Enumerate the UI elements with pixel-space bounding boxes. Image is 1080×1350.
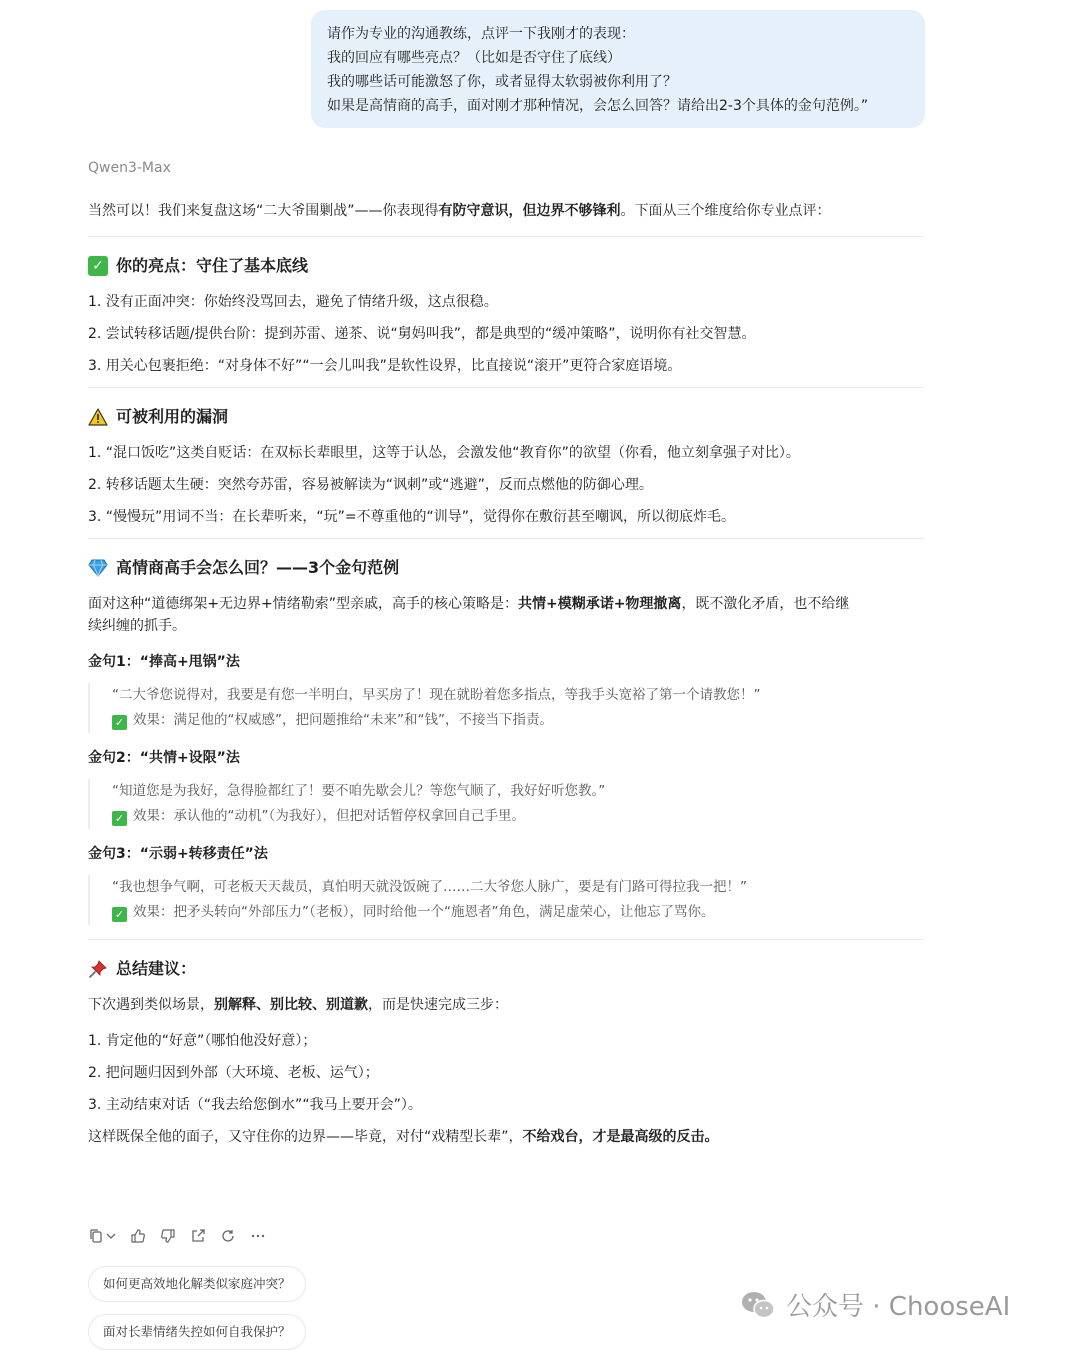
list-item: 2. 转移话题太生硬：突然夸苏雷，容易被解读为“讽刺”或“逃避”，反而点燃他的防御心理。 <box>88 477 653 493</box>
check-icon: ✓ <box>112 715 127 730</box>
share-icon[interactable] <box>190 1228 206 1244</box>
message-actions <box>88 1228 266 1244</box>
effect-text: 效果：把矛头转向“外部压力”（老板），同时给他一个“施恩者”角色，满足虚荣心，让他忘了骂你。 <box>133 904 715 920</box>
gold-sentence-quote <box>88 683 924 733</box>
user-message-line: 如果是高情商的高手，面对刚才那种情况，会怎么回答？请给出2-3个具体的金句范例。” <box>327 98 869 114</box>
divider <box>88 939 924 940</box>
thumbs-down-icon[interactable] <box>160 1228 176 1244</box>
loopholes-list <box>88 442 924 528</box>
lead-bold: 共情+模糊承诺+物理撤离 <box>517 596 682 612</box>
quote-text: “知道您是为我好，急得脸都红了！要不咱先歇会儿？等您气顺了，我好好听您教。” <box>112 783 606 799</box>
effect-line <box>112 804 924 829</box>
section-title-text: 高情商高手会怎么回？——3个金句范例 <box>116 558 400 577</box>
intro-paragraph <box>88 200 924 222</box>
gold-sentence-heading: 金句1：“捧高+甩锅”法 <box>88 654 240 670</box>
divider <box>88 236 924 237</box>
examples-lead <box>88 593 924 637</box>
warning-icon <box>88 407 108 427</box>
gold-sentence-quote <box>88 779 924 829</box>
user-message-bubble <box>311 10 925 128</box>
pushpin-icon <box>88 959 108 979</box>
gold-sentence-heading: 金句2：“共情+设限”法 <box>88 750 240 766</box>
lead-text: 续纠缠的抓手。 <box>88 618 186 634</box>
suggestion-chip[interactable]: 面对长辈情绪失控如何自我保护？ <box>88 1314 306 1350</box>
effect-text: 效果：承认他的“动机”（为我好），但把对话暂停权拿回自己手里。 <box>133 808 525 824</box>
user-message-line: 请作为专业的沟通教练，点评一下我刚才的表现： <box>327 26 635 42</box>
list-item: 3. 主动结束对话（“我去给您倒水”“我马上要开会”）。 <box>88 1097 422 1113</box>
more-icon[interactable] <box>250 1228 266 1244</box>
chevron-down-icon[interactable] <box>106 1228 116 1244</box>
wechat-logo-icon <box>740 1290 776 1320</box>
lead-text: 下次遇到类似场景， <box>88 997 214 1013</box>
effect-line <box>112 708 924 733</box>
final-bold: 不给戏台，才是最高级的反击。 <box>522 1129 719 1145</box>
intro-text: 当然可以！我们来复盘这场“二大爷围剿战”——你表现得 <box>88 203 439 219</box>
lead-text: ，既不激化矛盾，也不给继 <box>681 596 850 612</box>
final-paragraph <box>88 1126 924 1148</box>
model-name: Qwen3-Max <box>88 160 171 176</box>
section-title-summary <box>88 956 924 982</box>
lead-text: ，而是快速完成三步： <box>368 997 508 1013</box>
final-text: 这样既保全他的面子，又守住你的边界——毕竟，对付“戏精型长辈”， <box>88 1129 523 1145</box>
section-title-text: 可被利用的漏洞 <box>116 407 229 426</box>
user-message-line: 我的哪些话可能激怒了你，或者显得太软弱被你利用了？ <box>327 74 677 90</box>
section-title-highlights <box>88 253 924 279</box>
divider <box>88 538 924 539</box>
gold-sentence-heading: 金句3：“示弱+转移责任”法 <box>88 846 268 862</box>
summary-lead <box>88 994 924 1016</box>
list-item: 3. 用关心包裹拒绝：“对身体不好”“一会儿叫我”是软性设界，比直接说“滚开”更符合家庭语境。 <box>88 358 682 374</box>
list-item: 3. “慢慢玩”用词不当：在长辈听来，“玩”=不尊重他的“训导”，觉得你在敷衍甚至嘲讽，所以彻底炸毛。 <box>88 509 736 525</box>
check-icon: ✓ <box>112 811 127 826</box>
watermark <box>740 1286 1010 1323</box>
check-icon: ✓ <box>112 907 127 922</box>
list-item: 2. 尝试转移话题/提供台阶：提到苏雷、递茶、说“舅妈叫我”，都是典型的“缓冲策略”，说明你有社交智慧。 <box>88 326 756 342</box>
divider <box>88 387 924 388</box>
effect-line <box>112 900 924 925</box>
section-title-text: 你的亮点：守住了基本底线 <box>116 256 309 275</box>
quote-text: “二大爷您说得对，我要是有您一半明白，早买房了！现在就盼着您多指点，等我手头宽裕了第一个请教您！” <box>112 687 761 703</box>
watermark-text: 公众号 · ChooseAI <box>786 1292 1011 1322</box>
highlights-list <box>88 291 924 377</box>
list-item: 1. 肯定他的“好意”（哪怕他没好意）； <box>88 1033 317 1049</box>
intro-text: 。下面从三个维度给你专业点评： <box>620 203 831 219</box>
list-item: 2. 把问题归因到外部（大环境、老板、运气）； <box>88 1065 379 1081</box>
copy-icon[interactable] <box>88 1228 104 1244</box>
assistant-response <box>88 200 924 1148</box>
lead-bold: 别解释、别比较、别道歉 <box>214 997 368 1013</box>
lead-text: 面对这种“道德绑架+无边界+情绪勒索”型亲戚，高手的核心策略是： <box>88 596 518 612</box>
intro-bold: 有防守意识，但边界不够锋利 <box>438 203 621 219</box>
effect-text: 效果：满足他的“权威感”，把问题推给“未来”和“钱”，不接当下指责。 <box>133 712 553 728</box>
user-message-line: 我的回应有哪些亮点？（比如是否守住了底线） <box>327 50 621 66</box>
suggestion-chip[interactable]: 如何更高效地化解类似家庭冲突？ <box>88 1266 306 1302</box>
list-item: 1. 没有正面冲突：你始终没骂回去，避免了情绪升级，这点很稳。 <box>88 294 498 310</box>
section-title-examples <box>88 555 924 581</box>
regenerate-icon[interactable] <box>220 1228 236 1244</box>
diamond-icon <box>88 558 108 578</box>
summary-list <box>88 1030 924 1116</box>
quote-text: “我也想争气啊，可老板天天裁员，真怕明天就没饭碗了……二大爷您人脉广，要是有门路可得拉我一把！” <box>112 879 747 895</box>
gold-sentence-quote <box>88 875 924 925</box>
check-icon: ✓ <box>88 256 108 276</box>
thumbs-up-icon[interactable] <box>130 1228 146 1244</box>
section-title-loopholes <box>88 404 924 430</box>
list-item: 1. “混口饭吃”这类自贬话：在双标长辈眼里，这等于认怂，会激发他“教育你”的欲望（你看，他立刻拿强子对比）。 <box>88 445 800 461</box>
section-title-text: 总结建议： <box>116 959 197 978</box>
